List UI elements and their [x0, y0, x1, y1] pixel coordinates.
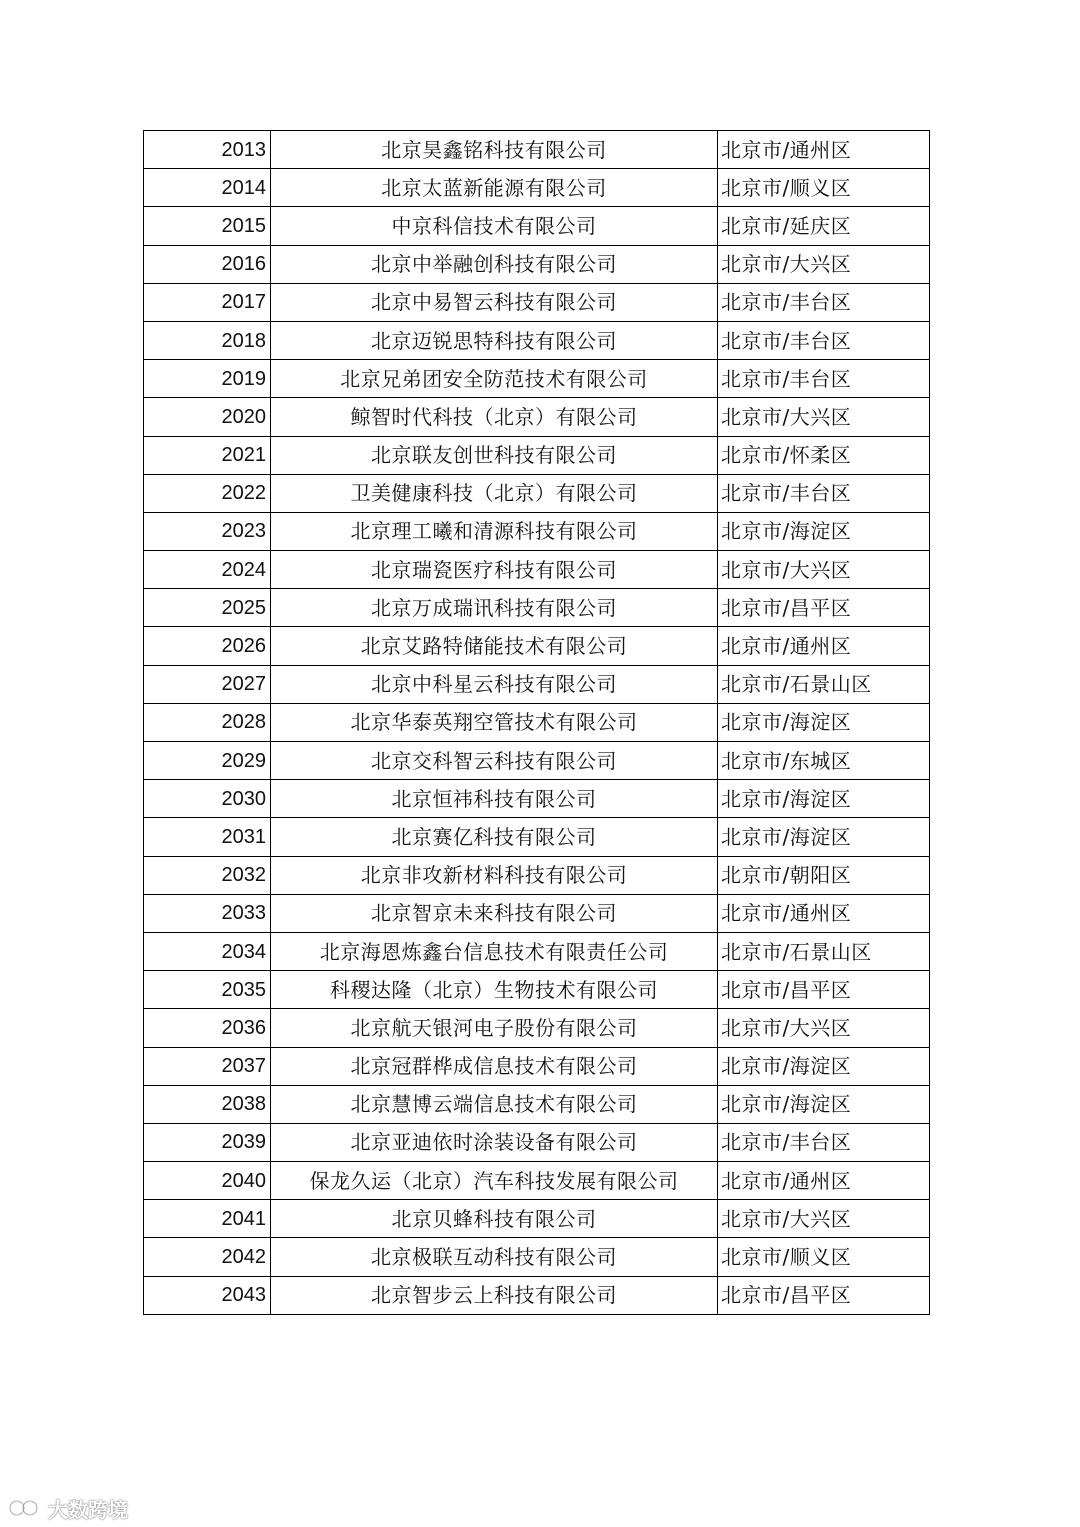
table-row [144, 1276, 930, 1314]
table-row [144, 627, 930, 665]
table-row [144, 245, 930, 283]
row-number-cell: 2040 [144, 1162, 271, 1200]
location-cell: 北京市/朝阳区 [718, 856, 930, 894]
table-row [144, 207, 930, 245]
company-name-cell: 北京兄弟团安全防范技术有限公司 [271, 360, 718, 398]
company-name-cell: 北京华泰英翔空管技术有限公司 [271, 703, 718, 741]
location-cell: 北京市/海淀区 [718, 703, 930, 741]
location-cell: 北京市/丰台区 [718, 360, 930, 398]
row-number-cell: 2026 [144, 627, 271, 665]
company-table-container [143, 130, 930, 1315]
row-number-cell: 2035 [144, 971, 271, 1009]
table-row [144, 551, 930, 589]
table-row [144, 1047, 930, 1085]
table-row [144, 894, 930, 932]
row-number-cell: 2027 [144, 665, 271, 703]
location-cell: 北京市/丰台区 [718, 321, 930, 359]
location-cell: 北京市/顺义区 [718, 1238, 930, 1276]
company-name-cell: 北京赛亿科技有限公司 [271, 818, 718, 856]
company-name-cell: 科稷达隆（北京）生物技术有限公司 [271, 971, 718, 1009]
row-number-cell: 2038 [144, 1085, 271, 1123]
table-row [144, 474, 930, 512]
company-name-cell: 北京理工曦和清源科技有限公司 [271, 512, 718, 550]
table-row [144, 971, 930, 1009]
company-name-cell: 北京慧博云端信息技术有限公司 [271, 1085, 718, 1123]
table-row [144, 742, 930, 780]
row-number-cell: 2029 [144, 742, 271, 780]
location-cell: 北京市/通州区 [718, 131, 930, 169]
row-number-cell: 2039 [144, 1123, 271, 1161]
company-name-cell: 北京太蓝新能源有限公司 [271, 169, 718, 207]
company-name-cell: 北京瑞瓷医疗科技有限公司 [271, 551, 718, 589]
company-name-cell: 北京中举融创科技有限公司 [271, 245, 718, 283]
location-cell: 北京市/大兴区 [718, 551, 930, 589]
row-number-cell: 2041 [144, 1200, 271, 1238]
row-number-cell: 2032 [144, 856, 271, 894]
location-cell: 北京市/顺义区 [718, 169, 930, 207]
company-name-cell: 北京恒祎科技有限公司 [271, 780, 718, 818]
row-number-cell: 2015 [144, 207, 271, 245]
location-cell: 北京市/海淀区 [718, 1085, 930, 1123]
row-number-cell: 2022 [144, 474, 271, 512]
location-cell: 北京市/昌平区 [718, 589, 930, 627]
row-number-cell: 2028 [144, 703, 271, 741]
row-number-cell: 2033 [144, 894, 271, 932]
row-number-cell: 2021 [144, 436, 271, 474]
location-cell: 北京市/石景山区 [718, 932, 930, 970]
company-name-cell: 北京万成瑞讯科技有限公司 [271, 589, 718, 627]
table-row [144, 1123, 930, 1161]
row-number-cell: 2043 [144, 1276, 271, 1314]
company-name-cell: 北京航天银河电子股份有限公司 [271, 1009, 718, 1047]
table-row [144, 398, 930, 436]
table-row [144, 1238, 930, 1276]
table-row [144, 703, 930, 741]
watermark-logo-icon [8, 1497, 42, 1519]
row-number-cell: 2025 [144, 589, 271, 627]
company-name-cell: 北京智步云上科技有限公司 [271, 1276, 718, 1314]
location-cell: 北京市/海淀区 [718, 1047, 930, 1085]
company-name-cell: 北京亚迪依时涂装设备有限公司 [271, 1123, 718, 1161]
location-cell: 北京市/大兴区 [718, 1200, 930, 1238]
row-number-cell: 2042 [144, 1238, 271, 1276]
location-cell: 北京市/通州区 [718, 627, 930, 665]
table-row [144, 818, 930, 856]
location-cell: 北京市/海淀区 [718, 512, 930, 550]
row-number-cell: 2034 [144, 932, 271, 970]
row-number-cell: 2019 [144, 360, 271, 398]
watermark-text: 大数跨境 [48, 1497, 128, 1522]
location-cell: 北京市/通州区 [718, 894, 930, 932]
row-number-cell: 2024 [144, 551, 271, 589]
row-number-cell: 2016 [144, 245, 271, 283]
row-number-cell: 2018 [144, 321, 271, 359]
company-name-cell: 北京昊鑫铭科技有限公司 [271, 131, 718, 169]
row-number-cell: 2013 [144, 131, 271, 169]
company-name-cell: 北京极联互动科技有限公司 [271, 1238, 718, 1276]
table-row [144, 1162, 930, 1200]
table-row [144, 131, 930, 169]
company-name-cell: 北京联友创世科技有限公司 [271, 436, 718, 474]
table-row [144, 321, 930, 359]
table-row [144, 780, 930, 818]
company-name-cell: 北京迈锐思特科技有限公司 [271, 321, 718, 359]
location-cell: 北京市/昌平区 [718, 1276, 930, 1314]
company-name-cell: 北京中易智云科技有限公司 [271, 283, 718, 321]
company-name-cell: 保龙久运（北京）汽车科技发展有限公司 [271, 1162, 718, 1200]
company-name-cell: 鲸智时代科技（北京）有限公司 [271, 398, 718, 436]
location-cell: 北京市/大兴区 [718, 398, 930, 436]
table-row [144, 436, 930, 474]
company-name-cell: 中京科信技术有限公司 [271, 207, 718, 245]
row-number-cell: 2031 [144, 818, 271, 856]
location-cell: 北京市/大兴区 [718, 245, 930, 283]
company-name-cell: 卫美健康科技（北京）有限公司 [271, 474, 718, 512]
row-number-cell: 2037 [144, 1047, 271, 1085]
table-row [144, 1085, 930, 1123]
row-number-cell: 2023 [144, 512, 271, 550]
watermark [8, 1493, 128, 1523]
company-table-body [144, 131, 930, 1315]
table-row [144, 283, 930, 321]
company-name-cell: 北京中科星云科技有限公司 [271, 665, 718, 703]
table-row [144, 360, 930, 398]
company-table [143, 130, 930, 1315]
table-row [144, 169, 930, 207]
row-number-cell: 2017 [144, 283, 271, 321]
company-name-cell: 北京艾路特储能技术有限公司 [271, 627, 718, 665]
location-cell: 北京市/丰台区 [718, 1123, 930, 1161]
table-row [144, 1009, 930, 1047]
table-row [144, 512, 930, 550]
company-name-cell: 北京智京未来科技有限公司 [271, 894, 718, 932]
table-row [144, 1200, 930, 1238]
row-number-cell: 2030 [144, 780, 271, 818]
company-name-cell: 北京海恩炼鑫台信息技术有限责任公司 [271, 932, 718, 970]
location-cell: 北京市/昌平区 [718, 971, 930, 1009]
table-row [144, 589, 930, 627]
location-cell: 北京市/丰台区 [718, 283, 930, 321]
table-row [144, 856, 930, 894]
row-number-cell: 2036 [144, 1009, 271, 1047]
location-cell: 北京市/东城区 [718, 742, 930, 780]
table-row [144, 932, 930, 970]
company-name-cell: 北京非攻新材料科技有限公司 [271, 856, 718, 894]
location-cell: 北京市/怀柔区 [718, 436, 930, 474]
company-name-cell: 北京贝蜂科技有限公司 [271, 1200, 718, 1238]
company-name-cell: 北京冠群桦成信息技术有限公司 [271, 1047, 718, 1085]
company-name-cell: 北京交科智云科技有限公司 [271, 742, 718, 780]
location-cell: 北京市/大兴区 [718, 1009, 930, 1047]
row-number-cell: 2020 [144, 398, 271, 436]
row-number-cell: 2014 [144, 169, 271, 207]
location-cell: 北京市/石景山区 [718, 665, 930, 703]
table-row [144, 665, 930, 703]
location-cell: 北京市/延庆区 [718, 207, 930, 245]
location-cell: 北京市/通州区 [718, 1162, 930, 1200]
location-cell: 北京市/丰台区 [718, 474, 930, 512]
location-cell: 北京市/海淀区 [718, 818, 930, 856]
location-cell: 北京市/海淀区 [718, 780, 930, 818]
